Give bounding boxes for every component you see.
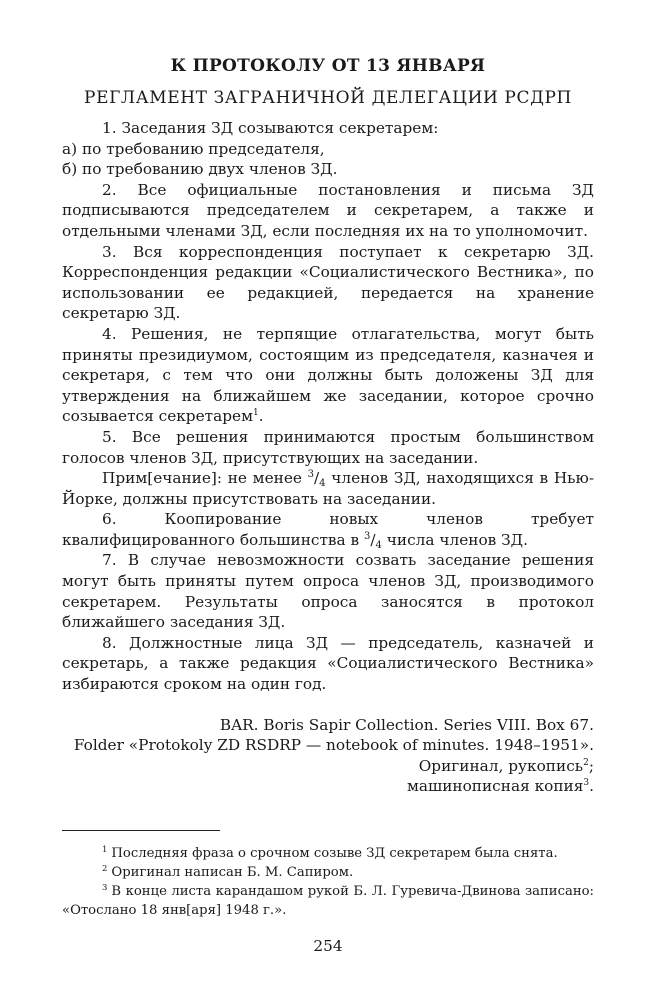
archival-source [62,715,594,797]
note-text-start: Прим[ечание]: не менее [102,469,308,488]
clause-1b: б) по требованию двух членов ЗД. [62,160,338,179]
footnote-2: $^2$ Оригинал написан Б. М. Сапиром. [102,864,354,880]
clause-6-end: числа членов ЗД. [381,530,528,549]
source-line-4: машинописная копия$^3$. [406,777,594,796]
source-line-1: BAR. Boris Sapir Collection. Series VIII. Box 67. [219,715,594,734]
clause-1a: а) по требованию председателя, [62,139,325,158]
clause-6-start: 6. Коопирование новых членов требует квалифицированного большинства в [62,510,594,549]
document-subtitle: РЕГЛАМЕНТ ЗАГРАНИЧНОЙ ДЕЛЕГАЦИИ РСДРП [84,88,572,108]
footnote-ref-1: 1 [252,408,259,419]
clause-5-note [62,468,594,509]
footnote-1: $^1$ Последняя фраза о срочном созыве ЗД секретарем была снята. [102,845,558,861]
page-title: К ПРОТОКОЛУ ОТ 13 ЯНВАРЯ [170,56,486,76]
clause-5: 5. Все решения принимаются простым большинством голосов членов ЗД, присутствующих на заседании. [62,427,594,467]
clause-7: 7. В случае невозможности созвать заседание решения могут быть приняты путем опроса членов ЗД, производимого секретарем. Результаты опроса заносятся в протокол ближайшего заседания ЗД. [62,551,594,632]
page-number: 254 [313,937,343,955]
clause-3: 3. Вся корреспонденция поступает к секретарю ЗД. Корреспонденция редакции «Социалистического Вестника», по использовании ее редакцией, передается на хранение секретарю ЗД. [62,242,594,323]
source-line-3: Оригинал, рукопись$^2$; [418,756,594,775]
clause-8: 8. Должностные лица ЗД — председатель, казначей и секретарь, а также редакция «Социалистического Вестника» избираются сроком на один год. [62,633,594,694]
clause-6 [62,509,594,550]
footnote-3: $^3$ В конце листа карандашом рукой Б. Л. Гуревича-Двинова записано: «Отослано 18 янв[аря] 1948 г.». [62,883,594,918]
regulation-body [62,118,594,695]
footnote-divider [62,830,220,831]
footnote-ref-2: 2 [583,757,589,768]
footnotes [62,844,594,920]
clause-4-text: 4. Решения, не терпящие отлагательства, могут быть приняты президиумом, состоящим из председателя, казначея и секретаря, с тем что они должны быть доложены ЗД для утверждения на ближайшем же заседании, которое срочно созывается секретарем [62,324,594,426]
clause-1: 1. Заседания ЗД созываются секретарем: [102,119,439,137]
fraction-three-quarters: $^3/_4$ [364,530,382,551]
clause-2: 2. Все официальные постановления и письма ЗД подписываются председателем и секретарем, а также и отдельными членами ЗД, если последняя их на то уполномочит. [62,180,594,240]
document-page [62,56,594,797]
note-text-end: членов ЗД, находящихся в Нью-Йорке, должны присутствовать на заседании. [62,469,594,508]
fraction-three-quarters: $^3/_4$ [307,469,326,490]
footnote-ref-3: 3 [583,778,590,789]
source-line-2: Folder «Protokoly ZD RSDRP — notebook of minutes. 1948–1951». [73,736,594,755]
clause-4: 4. Решения, не терпящие отлагательства, могут быть приняты президиумом, состоящим из председателя, казначея и секретаря, с тем что они должны быть доложены ЗД для утверждения на ближайшем же заседании, которое срочно созывается секретарем$^1$. [62,324,594,426]
